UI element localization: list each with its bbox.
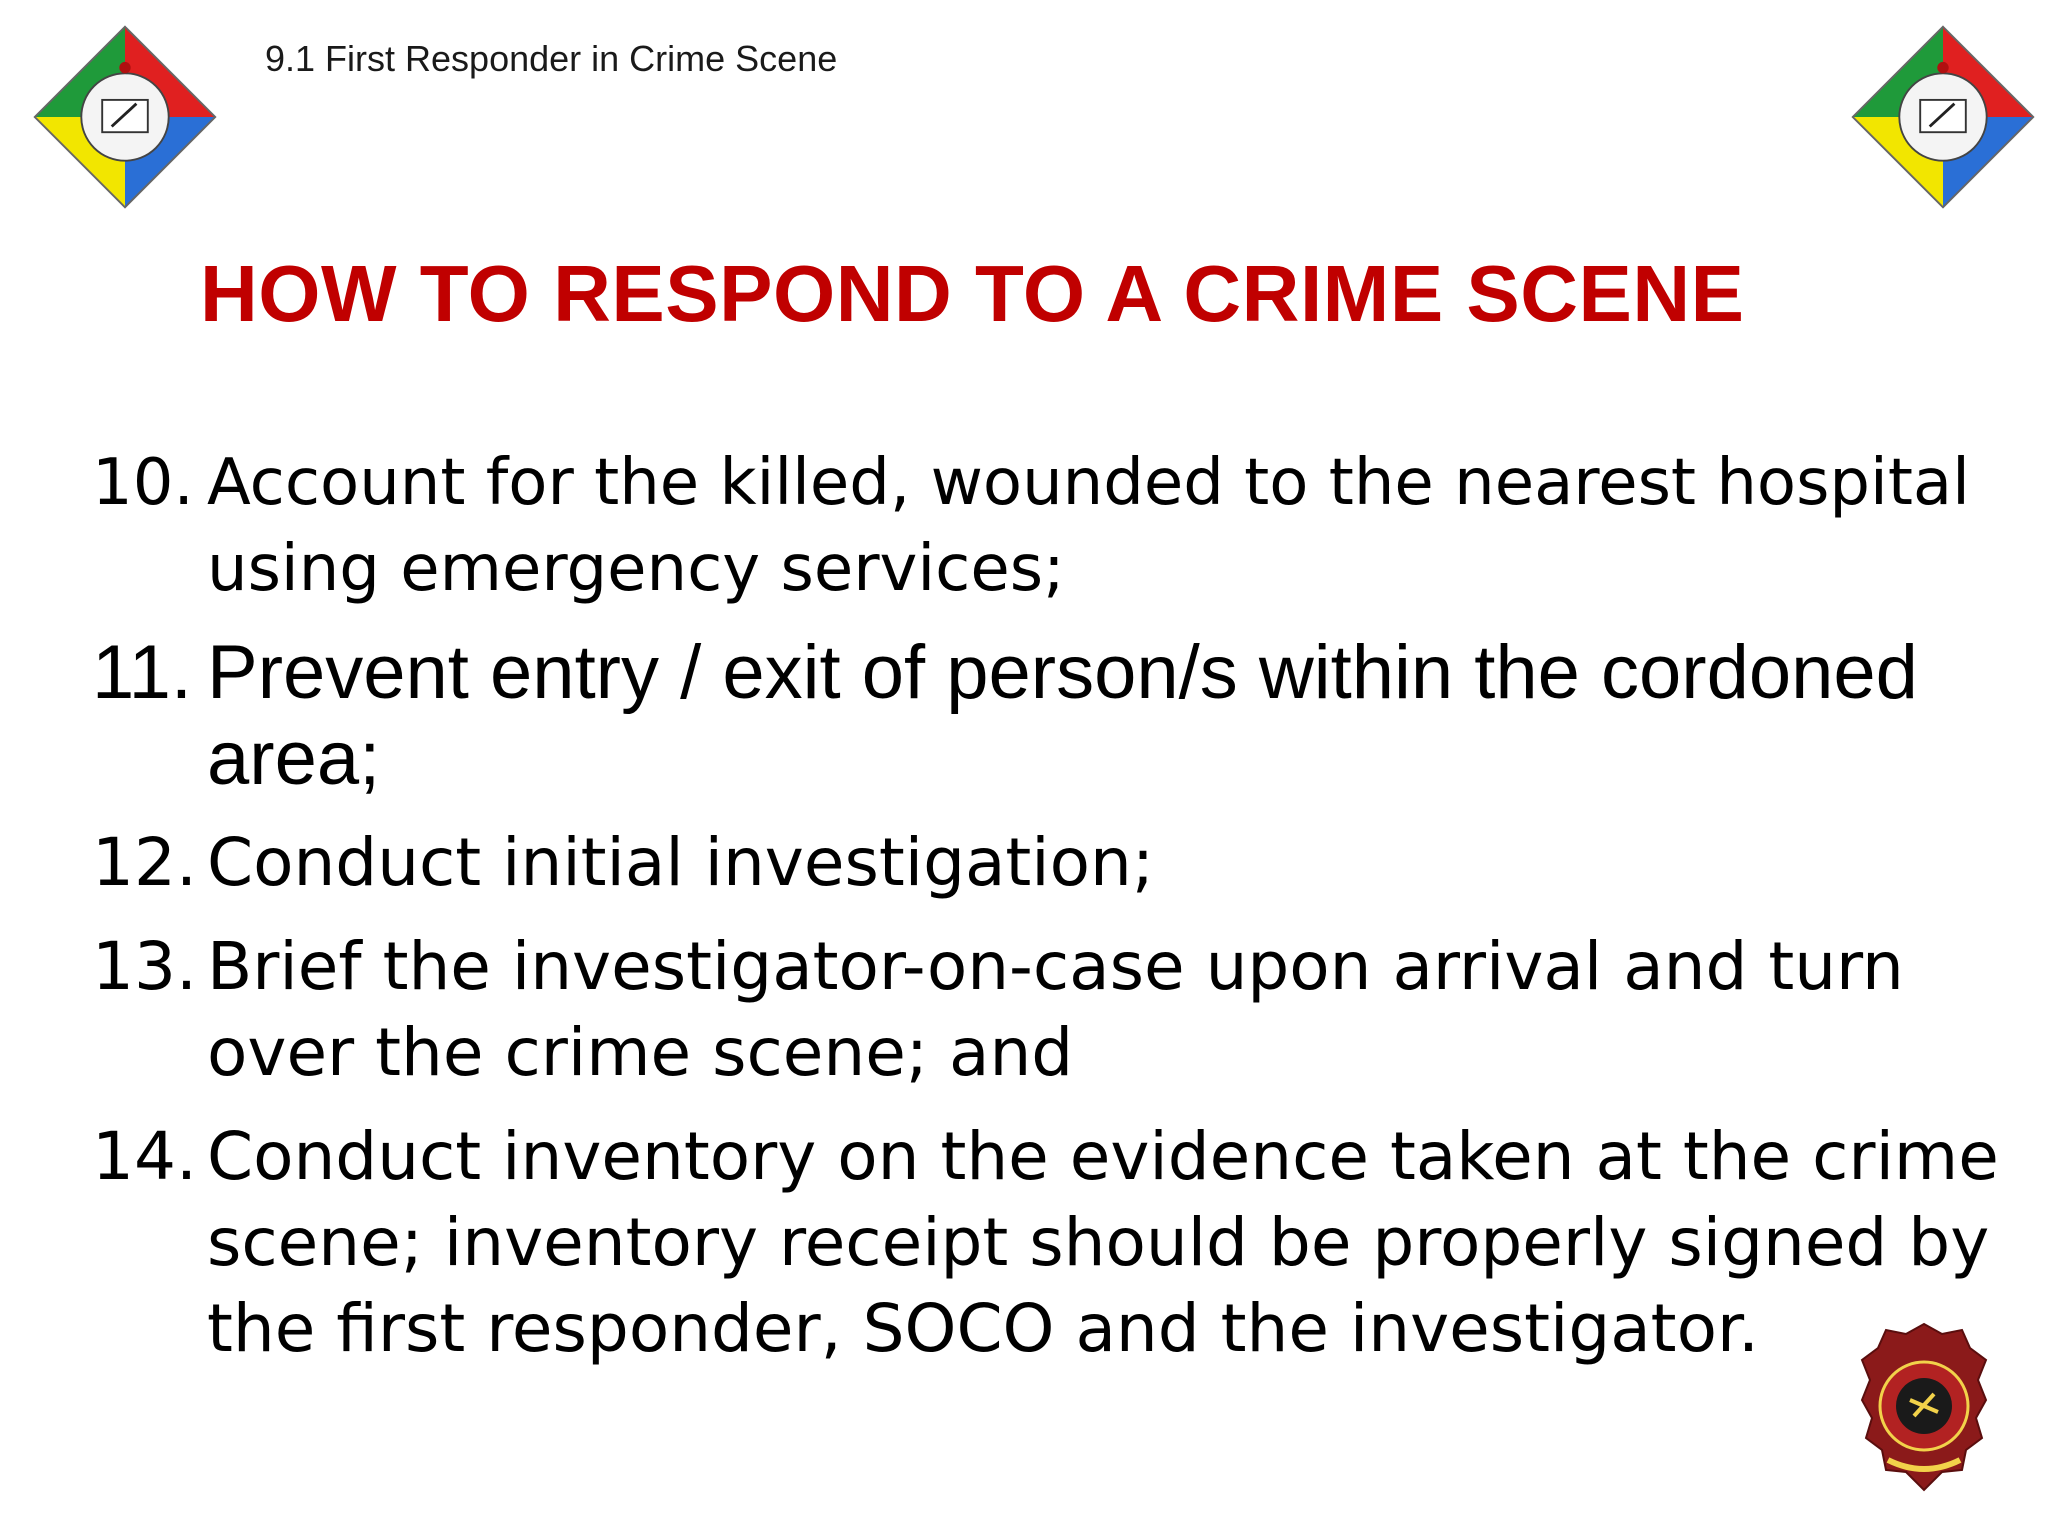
item-number: 14. (92, 1118, 197, 1195)
list-item (92, 440, 2022, 612)
item-number: 10. (92, 446, 194, 520)
item-text: Brief the investigator-on-case upon arrival and turn over the crime scene; and (207, 928, 1904, 1091)
item-text: Account for the killed, wounded to the nearest hospital using emergency services; (207, 446, 1970, 606)
step-list (92, 440, 2022, 1372)
item-text: Conduct initial investigation; (207, 824, 1155, 901)
diamond-emblem-icon (1848, 22, 2038, 212)
header-label: 9.1 First Responder in Crime Scene (265, 38, 838, 79)
list-item (92, 630, 2022, 802)
item-text: Conduct inventory on the evidence taken at the crime scene; inventory receipt should be properly signed by the first responder, SOCO and the investigator. (207, 1118, 1999, 1367)
item-number: 13. (92, 928, 197, 1005)
item-text: Prevent entry / exit of person/s within the cordoned area; (207, 630, 1918, 801)
item-number: 12. (92, 824, 197, 901)
list-item (92, 924, 2022, 1096)
slide-title: HOW TO RESPOND TO A CRIME SCENE (200, 249, 1745, 338)
item-number: 11. (92, 630, 193, 715)
list-item (92, 1114, 2022, 1372)
list-item (92, 820, 2022, 906)
diamond-emblem-icon (30, 22, 220, 212)
police-seal-icon (1858, 1320, 1990, 1498)
